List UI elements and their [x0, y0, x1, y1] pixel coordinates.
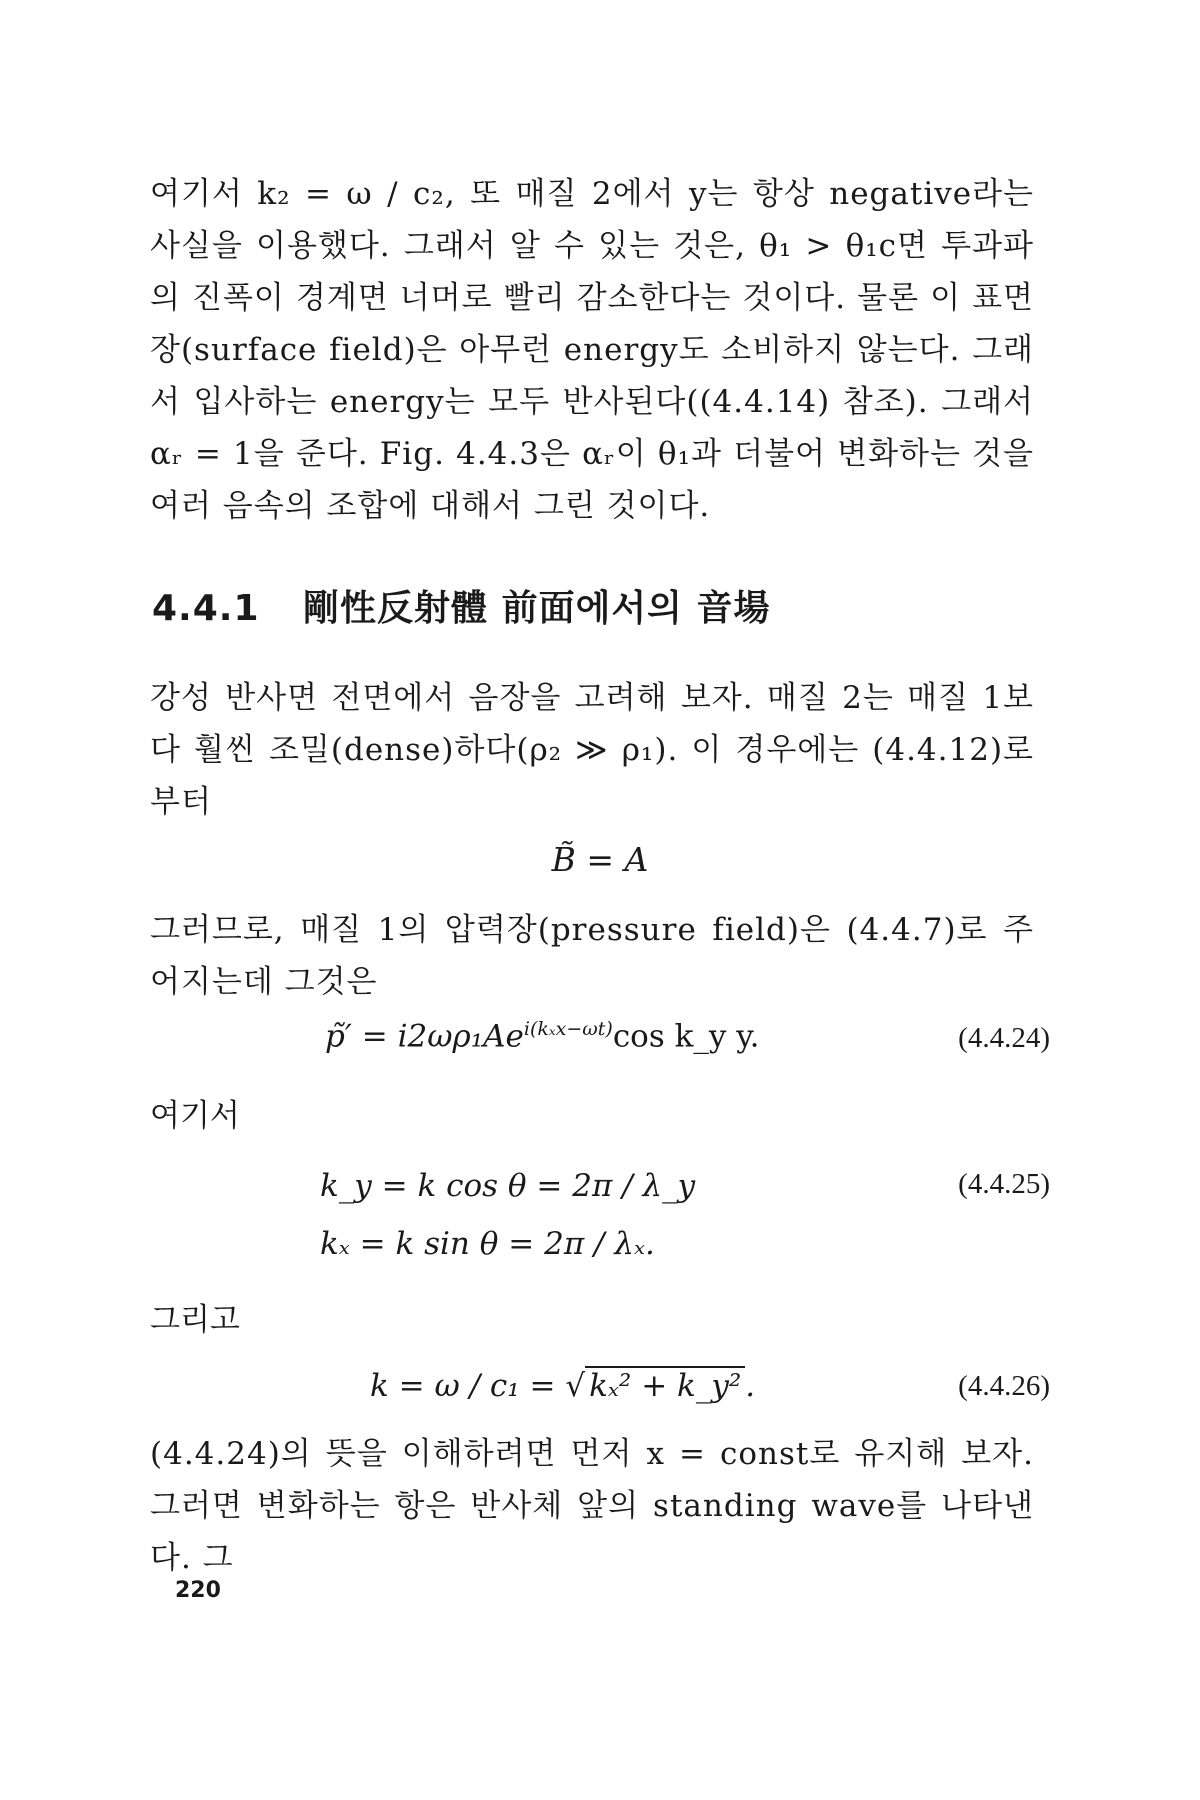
section-number: 4.4.1: [152, 588, 260, 629]
equation-26-end: .: [745, 1368, 756, 1404]
sqrt-sign: √: [565, 1368, 586, 1404]
equation-b-tilde: B̃ = A: [551, 840, 649, 879]
equation-number-25: (4.4.25): [958, 1168, 1050, 1200]
page-number: 220: [175, 1578, 221, 1603]
label-geurigo: 그리고: [150, 1302, 240, 1338]
paragraph-2: 강성 반사면 전면에서 음장을 고려해 보자. 매질 2는 매질 1보다 훨씬 조밀(dense)하다(ρ₂ ≫ ρ₁). 이 경우에는 (4.4.12)로부터: [150, 680, 1034, 820]
equation-24-exponent: i(kₓx−ωt): [523, 1018, 613, 1040]
equation-4-4-25-line-1: k_y = k cos θ = 2π / λ_y: [320, 1168, 696, 1204]
sqrt-content: kₓ² + k_y²: [585, 1366, 745, 1404]
section-title: 剛性反射體 前面에서의 音場: [303, 588, 771, 629]
paragraph-1: 여기서 k₂ = ω / c₂, 또 매질 2에서 y는 항상 negative라는 사실을 이용했다. 그래서 알 수 있는 것은, θ₁ > θ₁c면 투과파의 진폭이 경계면 너머로 빨리 감소한다는 것이다. 물론 이 표면장(surface field)은 아무런 energy도 소비하지 않는다. 그래서 입사하는 energy는 모두 반사된다((4.4.14) 참조). 그래서 αᵣ = 1을 준다. Fig. 4.4.3은 αᵣ이 θ₁과 더불어 변화하는 것을 여러 음속의 조합에 대해서 그린 것이다.: [150, 176, 1034, 524]
equation-26-lhs: k = ω / c₁ =: [370, 1368, 566, 1404]
equation-number-24: (4.4.24): [958, 1022, 1050, 1054]
equation-number-26: (4.4.26): [958, 1370, 1050, 1402]
equation-4-4-25-line-2: kₓ = k sin θ = 2π / λₓ.: [320, 1226, 655, 1262]
section-heading: [152, 580, 770, 631]
paragraph-4: (4.4.24)의 뜻을 이해하려면 먼저 x = const로 유지해 보자. 그러면 변화하는 항은 반사체 앞의 standing wave를 나타낸다. 그: [150, 1436, 1034, 1576]
equation-4-4-26: [370, 1368, 755, 1404]
paragraph-3: 그러므로, 매질 1의 압력장(pressure field)은 (4.4.7)로 주어지는데 그것은: [150, 912, 1034, 1000]
equation-24-lhs: p̃′ = i2ωρ₁Ae: [325, 1018, 524, 1055]
equation-4-4-24: [325, 1018, 760, 1054]
equation-24-rhs: cos k_y y.: [612, 1018, 760, 1055]
label-yeogiseo: 여기서: [150, 1098, 240, 1134]
